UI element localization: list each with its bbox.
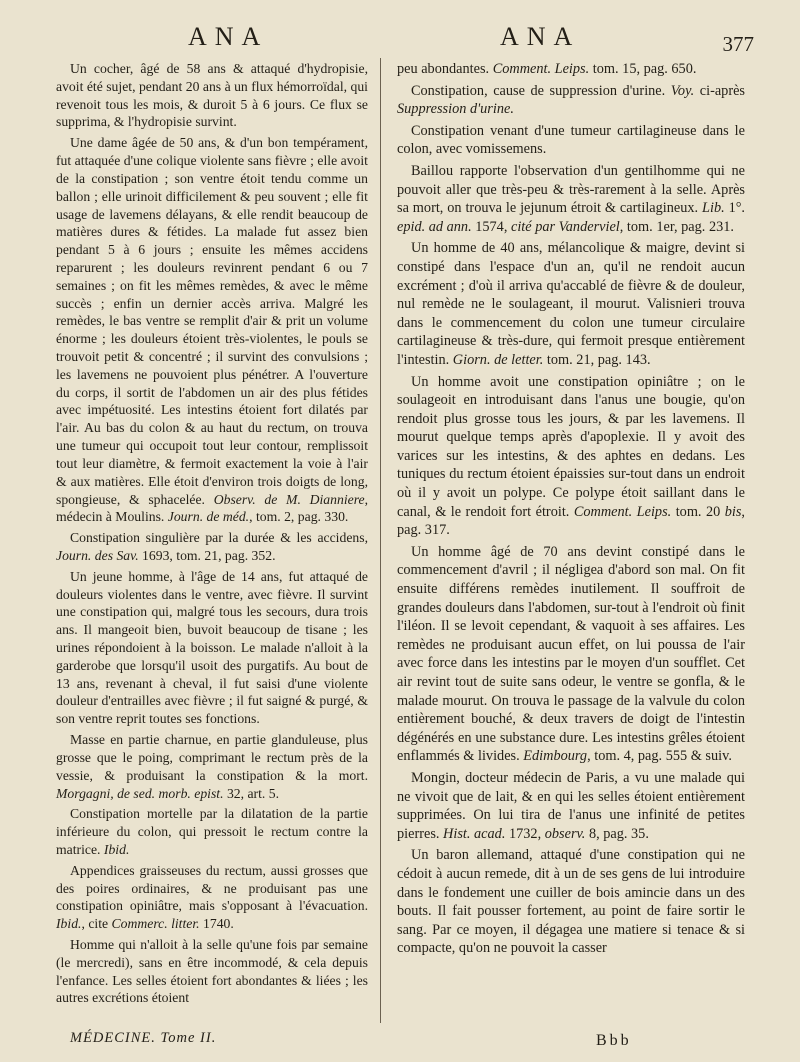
citation-text: bis	[724, 503, 742, 520]
paragraph-text: 32, art. 5.	[223, 785, 280, 801]
left-column	[56, 60, 368, 1010]
paragraph-text: tom. 21, pag. 143.	[543, 351, 651, 368]
citation-text: cité par Vanderviel	[510, 218, 620, 235]
citation-text: Lib.	[702, 200, 725, 217]
citation-text: Comment. Leips.	[492, 61, 590, 77]
paragraph-text: Homme qui n'alloit à la selle qu'une fois par semaine (le mercredi), sans en être incommodé, & cela depuis l'enfance. Les selles étoient fort abondantes & liées ; les autres excrétions étoient	[56, 937, 368, 1006]
paragraph	[56, 568, 368, 728]
paragraph	[56, 936, 368, 1007]
paragraph-text: 8, pag. 35.	[585, 825, 649, 842]
paragraph	[56, 529, 368, 565]
citation-text: Journ. des Sav.	[56, 547, 139, 563]
paragraph-text: 1574,	[471, 218, 511, 235]
paragraph-text: Un homme de 40 ans, mélancolique & maigre, devint si constipé dans l'espace d'un an, qu'il ne rendoit aucun excrément ; d'où il arriva qu'accablé de fièvre & de douleur, nul remède ne le soulageant, il mourut. Valisnieri trouva dans le commencement du colon une tumeur circulaire cartilagineuse & très-dure, qui fermoit presque entièrement l'intestin.	[397, 240, 745, 368]
paragraph	[397, 239, 745, 369]
paragraph	[397, 82, 745, 119]
citation-text: Commerc. litter.	[111, 916, 200, 932]
paragraph-text: Une dame âgée de 50 ans, & d'un bon tempérament, fut attaquée d'une colique violente sans fièvre ; elle avoit de la constipation ; son ventre étoit tendu comme un ballon ; elle urinoit difficilement & peu souvent ; elle fit usage de lavemens délayans, & elle rendit beaucoup de matières dures & fétides. La malade fut assez bien pendant 5 à 6 jours ; ensuite les mêmes accidens reparurent ; les douleurs revinrent pendant 6 ou 7 semaines ; on fit les mêmes remèdes, & avec le même succès ; enfin un dernier accès arriva. Malgré les remèdes, le bas ventre se remplit d'air & prit un volume énorme ; les douleurs étoient très-violentes, le pouls se trouvoit petit & concentré ; il survint des convulsions ; les lavemens ne pouvoient plus pénétrer. A l'ouverture du corps, il sortit de l'abdomen un air des plus fétides avec impétuosité. Les intestins étoient fort dilatés par l'air. Au bas du colon & au haut du rectum, on trouva une tumeur qui occupoit tout leur contour, remplissoit tout leur diamètre, & fermoit exactement la voie à l'air & aux matières. Elle étoit d'environ trois doigts de long, spongieuse, & sphacelée.	[56, 135, 368, 507]
citation-text: Hist. acad.	[443, 825, 506, 842]
paragraph-text: ci-après	[694, 82, 745, 99]
paragraph-text: Un baron allemand, attaqué d'une constipation qui ne cédoit à aucun remede, dit à un de ses gens de lui introduire dans le fondement une cuiller de bois amincie dans un des bouts. Il fait pousser fortement, au point de faire sortir le sang. Par ce moyen, il dégagea une matiere si tenace & si compacte, qu'on ne pouvoit la casser	[397, 847, 745, 957]
paragraph	[56, 731, 368, 802]
citation-text: Journ. de méd.	[167, 509, 250, 525]
paragraph-text: peu abondantes.	[397, 61, 493, 77]
citation-text: Edimbourg	[523, 748, 588, 765]
paragraph-text: Un cocher, âgé de 58 ans & attaqué d'hydropisie, avoit été sujet, pendant 20 ans à un flux hémorroïdal, qui revenoit tous les mois, & duroit 5 à 6 jours. Ce flux se supprima, & l'hydropisie survint.	[56, 61, 368, 130]
citation-text: Ibid.	[103, 841, 130, 857]
paragraph-text: Baillou rapporte l'observation d'un gentilhomme qui ne pouvoit aller que très-peu & très-rarement à la selle. Après sa mort, on trouva le jejunum étroit & cartilagineux.	[397, 162, 745, 217]
paragraph-text: 1732,	[505, 825, 545, 842]
paragraph-text: Constipation singulière par la durée & les accidens,	[70, 530, 368, 546]
citation-text: epid. ad ann.	[397, 218, 472, 235]
paragraph-text: Mongin, docteur médecin de Paris, a vu une malade qui ne vivoit que de lait, & en qui les selles étoient entièrement supprimées. On lui tira de l'anus une infinité de petites pierres.	[397, 769, 745, 842]
citation-text: Suppression d'urine.	[397, 101, 514, 118]
paragraph-text: 1693, tom. 21, pag. 352.	[138, 547, 276, 563]
paragraph-text: , médecin à Moulins.	[56, 491, 369, 525]
paragraph-text: , tom. 2, pag. 330.	[249, 509, 349, 525]
column-rule	[380, 58, 381, 1023]
paragraph	[397, 60, 745, 79]
paragraph-text: Constipation venant d'une tumeur cartilagineuse dans le colon, avec vomissemens.	[397, 122, 745, 158]
paragraph	[397, 373, 745, 540]
running-head-right: ANA	[500, 22, 581, 51]
paragraph	[56, 134, 368, 526]
paragraph	[397, 122, 745, 159]
paragraph	[56, 805, 368, 858]
paragraph-text: Appendices graisseuses du rectum, aussi grosses que des poires ordinaires, & ne produisant pas une constipation opiniâtre, mais s'opposant à l'évacuation.	[56, 862, 368, 914]
signature-mark: Bbb	[596, 1032, 632, 1049]
paragraph	[397, 543, 745, 766]
paragraph-text: Un homme avoit une constipation opiniâtre ; on le soulageoit en introduisant dans l'anus une bougie, qu'on rendoit plus grosse tous les jours, & par les lavemens. Il mourut quelque temps après d'apoplexie. Il y avoit des varices sur les intestins, & des aphtes en dedans. Les tuniques du rectum étoient épaissies sur-tout dans un endroit où il y avoit un polype. Ce polype étoit saillant dans le canal, & le rendoit fort étroit.	[397, 373, 745, 520]
citation-text: Morgagni, de sed. morb. epist.	[56, 785, 224, 801]
page-number: 377	[722, 32, 754, 56]
citation-text: Voy.	[670, 82, 695, 99]
paragraph-text: Un jeune homme, à l'âge de 14 ans, fut attaqué de douleurs violentes dans le ventre, avec fièvre. Il survint une constipation qui, malgré tous les secours, dura trois ans. Il mangeoit bien, buvoit beaucoup de tisane ; les urines répondoient à la boisson. Le malade n'alloit à la garderobe que lorsqu'il usoit des purgatifs. Au bout de 13 ans, revenant à cheval, il fut saisi d'une violente douleur d'entrailles avec fièvre ; il fut saigné & purgé, & son ventre reprit toutes ses fonctions.	[56, 568, 368, 727]
citation-text: observ.	[544, 825, 586, 842]
citation-text: Ibid.	[56, 916, 82, 932]
paragraph-text: 1740.	[199, 916, 234, 932]
footer-volume: MÉDECINE. Tome II.	[70, 1030, 217, 1046]
paragraph	[56, 60, 368, 131]
paragraph-text: tom. 20	[671, 503, 725, 520]
citation-text: Observ. de M. Dianniere	[213, 491, 365, 507]
paragraph-text: Constipation, cause de suppression d'urine.	[411, 82, 671, 99]
paragraph	[397, 162, 745, 236]
paragraph	[56, 862, 368, 933]
paragraph-text: Masse en partie charnue, en partie glanduleuse, plus grosse que le poing, comprimant le rectum près de la vessie, & produisant la constipation & la mort.	[56, 732, 368, 783]
citation-text: Giorn. de letter.	[452, 351, 544, 368]
paragraph-text: Constipation mortelle par la dilatation de la partie inférieure du colon, qui pressoit le rectum contre la matrice.	[56, 806, 368, 857]
paragraph-text: tom. 15, pag. 650.	[589, 61, 697, 77]
right-column	[397, 60, 745, 961]
paragraph	[397, 769, 745, 843]
running-head-left: ANA	[188, 22, 269, 51]
paragraph-text: , tom. 4, pag. 555 & suiv.	[587, 748, 732, 765]
paragraph-text: , tom. 1er, pag. 231.	[619, 218, 734, 235]
paragraph-text: , pag. 317.	[397, 503, 745, 539]
paragraph-text: 1°.	[724, 200, 746, 217]
paragraph-text: , cite	[81, 916, 112, 932]
citation-text: Comment. Leips.	[573, 503, 672, 520]
paragraph	[397, 846, 745, 958]
paragraph-text: Un homme âgé de 70 ans devint constipé dans le commencement d'avril ; il négligea d'abord son mal. On fit ensuite différens remèdes inutilement. Il souffroit de grandes douleurs dans l'abdomen, sur-tout à l'endroit où finit l'iléon. Il se levoit cependant, & vaquoit à ses affaires. Les remèdes ne produisant aucun effet, on lui poussa de l'air avec force dans les intestins par le moyen d'un soufflet. Cet air revint tout de suite sans odeur, le ventre se gonfla, & le malade mourut. On trouva le passage de la valvule du colon entièrement bouché, & deux travers de doigt de l'intestin dégénérés en une substance dure. Les intestins grêles étoient enflammés & livides.	[397, 543, 745, 765]
